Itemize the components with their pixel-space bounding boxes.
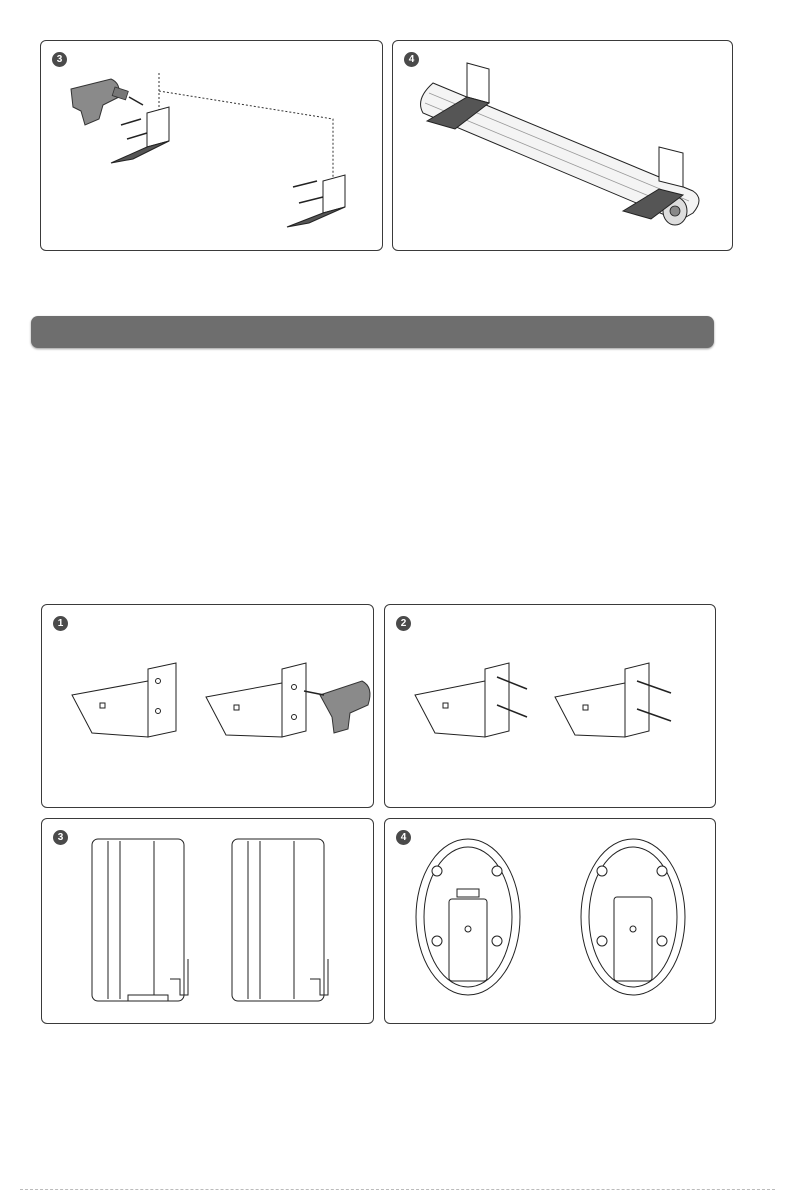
step-number-badge: 1 [53, 616, 68, 631]
drill-icon [304, 681, 370, 733]
page-cut-line [20, 1189, 775, 1190]
soundbar-speaker-icon [581, 839, 685, 995]
l-bracket-icon [206, 663, 306, 737]
soundbar-speaker-icon [92, 839, 188, 1001]
step-number-badge: 3 [52, 52, 67, 67]
step-panel-top-4 [392, 40, 733, 251]
screw-icon [293, 181, 317, 187]
step-panel-bottom-4 [384, 818, 716, 1024]
speaker-rear-bracket-illustration [385, 819, 717, 1025]
screw-icon [127, 133, 147, 139]
step-number-badge: 2 [396, 616, 411, 631]
drill-icon [71, 79, 143, 125]
bracket-screws-illustration [385, 605, 717, 809]
l-bracket-icon [287, 175, 345, 227]
step-number-badge: 4 [396, 830, 411, 845]
step-panel-bottom-1 [41, 604, 374, 808]
step-panel-bottom-2 [384, 604, 716, 808]
l-bracket-icon [415, 663, 509, 737]
l-bracket-icon [555, 663, 649, 737]
section-header-bar [31, 316, 714, 348]
l-bracket-icon [72, 663, 176, 737]
wall-mount-drilling-illustration [41, 41, 384, 252]
step-panel-bottom-3 [41, 818, 374, 1024]
screw-icon [299, 197, 323, 203]
speaker-on-brackets-illustration [393, 41, 734, 252]
speaker-side-view-illustration [42, 819, 375, 1025]
step-number-badge: 4 [404, 52, 419, 67]
screw-icon [121, 119, 141, 125]
step-number-badge: 3 [53, 830, 68, 845]
soundbar-speaker-icon [232, 839, 328, 1001]
bracket-drilling-illustration [42, 605, 375, 809]
l-bracket-icon [111, 107, 169, 163]
soundbar-speaker-icon [416, 839, 520, 995]
step-panel-top-3 [40, 40, 383, 251]
